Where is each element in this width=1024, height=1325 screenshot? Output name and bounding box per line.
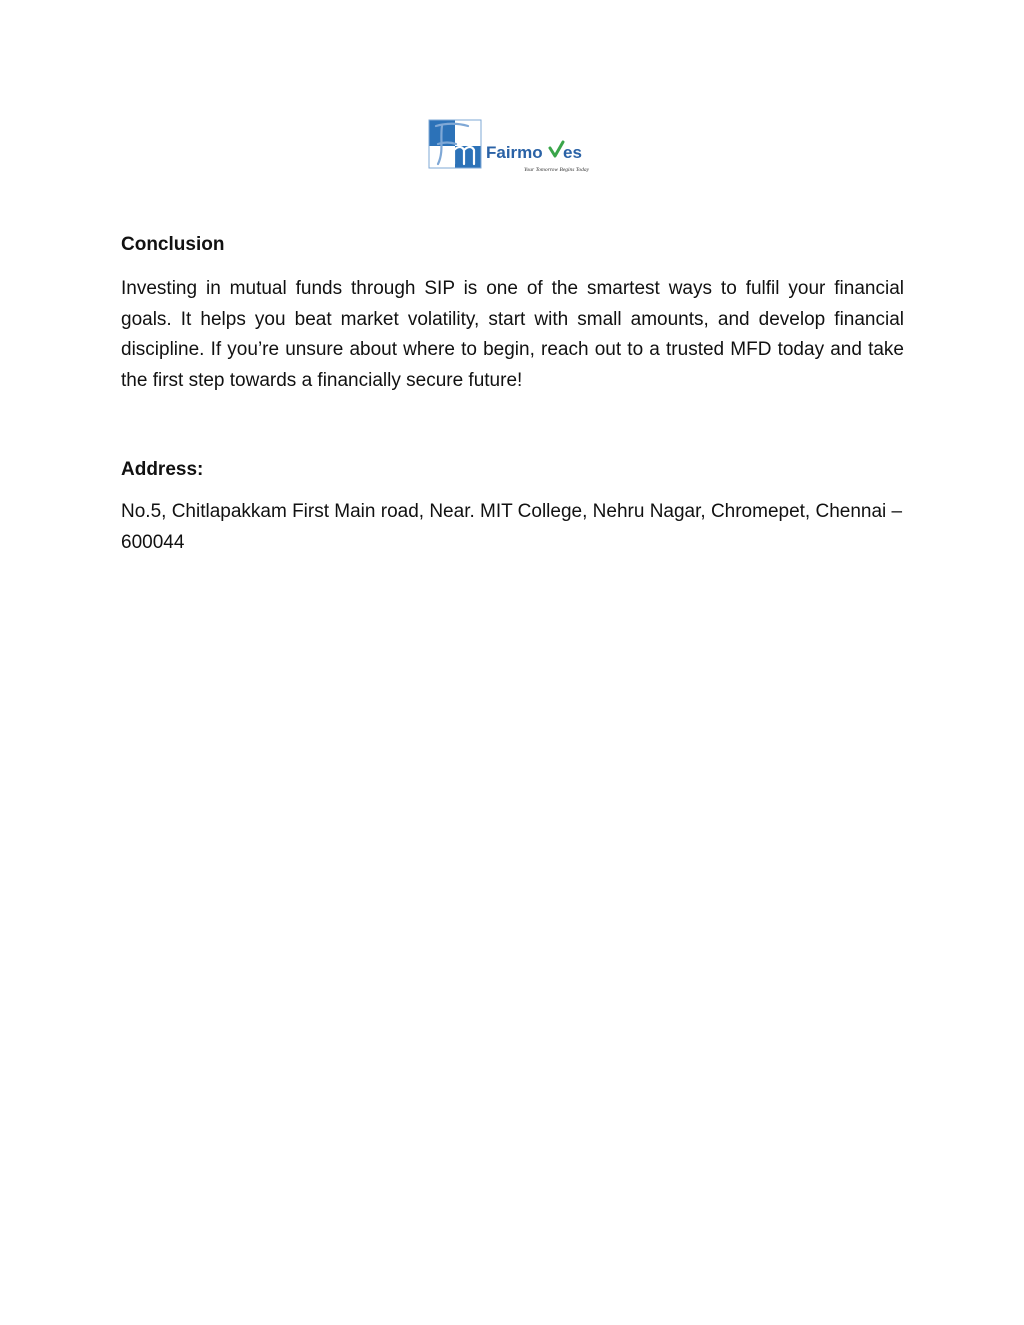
fairmoves-logo bbox=[428, 118, 600, 174]
check-icon bbox=[550, 142, 563, 156]
brand-name-suffix: es bbox=[563, 143, 582, 162]
section-spacer bbox=[121, 396, 904, 457]
tagline: Your Tomorrow Begins Today bbox=[524, 167, 590, 173]
address-heading: Address: bbox=[121, 459, 204, 480]
conclusion-heading: Conclusion bbox=[121, 234, 225, 255]
brand-name-prefix: Fairmo bbox=[486, 143, 543, 162]
document-body bbox=[121, 232, 904, 558]
address-paragraph: No.5, Chitlapakkam First Main road, Near. MIT College, Nehru Nagar, Chromepet, Chennai – 600044 bbox=[121, 501, 903, 553]
fairmoves-logo-graphic bbox=[428, 118, 600, 174]
conclusion-paragraph: Investing in mutual funds through SIP is one of the smartest ways to fulfil your financial goals. It helps you beat market volatility, start with small amounts, and develop financial discipline. If you’re unsure about where to begin, reach out to a trusted MFD today and take the first step towards a financially secure future! bbox=[121, 278, 904, 391]
